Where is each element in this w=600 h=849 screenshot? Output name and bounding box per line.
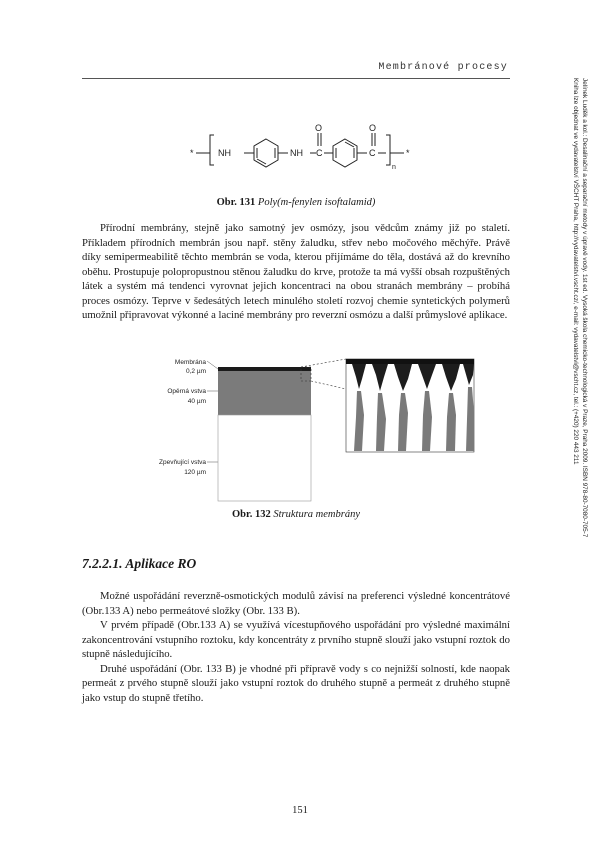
figure-131-caption <box>82 197 510 208</box>
running-header: Membránové procesy <box>378 62 508 73</box>
formula-star-left: * <box>190 148 194 158</box>
layer-reinforcement-label: Zpevňující vstva <box>159 459 206 466</box>
side-note-citation: Jelínek Luděk a kol.: Desalinační a separační metody v úpravě vody. 1st ed. Vysoká škola chemicko-technologická v Praze, Praha 2009. ISBN 978-80-7080-705-7 <box>581 78 588 538</box>
section-paragraph-2: V prvém případě (Obr.133 A) se využívá vícestupňového uspořádání pro výsledné maximální zakoncentrování vstupního roztoku, kdy koncentráty z prvního stupně slouží jako vstupní roztok do stupně následujícího. <box>82 619 510 660</box>
header-rule <box>82 78 510 79</box>
layer-reinforcement-thickness: 120 µm <box>184 469 206 476</box>
layer-support-label: Opěrná vstva <box>167 388 206 395</box>
figure-132-label: Obr. 132 <box>232 509 271 520</box>
membrane-structure-diagram <box>160 355 490 505</box>
layer-membrane-thickness: 0,2 µm <box>185 368 206 375</box>
section-title: Aplikace RO <box>125 556 197 571</box>
figure-131-label: Obr. 131 <box>216 197 256 208</box>
reinforcement-layer <box>218 415 311 501</box>
side-note <box>571 78 589 537</box>
section-paragraph-3: Druhé uspořádání (Obr. 133 B) je vhodné při přípravě vody s co nejnižší solností, kde naopak permeát z prvého stupně slouží jako vstupní roztok do druhého stupně a permeát z druhého stupně jako vstup do stupně třetího. <box>82 662 510 704</box>
figure-132-title: Struktura membrány <box>273 509 360 520</box>
section-paragraph-1: Možné uspořádání reverzně-osmotických modulů závisí na preferenci výsledné koncentrátové (Obr.133 A) nebo permeátové složky (Obr. 133 B). <box>82 590 510 617</box>
figure-131-title: Poly(m-fenylen isoftalamid) <box>257 197 376 208</box>
formula-c-1: C <box>316 148 323 158</box>
figure-132-caption <box>82 509 510 520</box>
section-number: 7.2.2.1. <box>82 556 123 571</box>
magnified-cross-section <box>346 359 474 452</box>
layer-membrane-label: Membrána <box>174 359 206 366</box>
formula-nh-2: NH <box>290 148 303 158</box>
formula-star-right: * <box>406 148 410 158</box>
page-number: 151 <box>292 805 308 816</box>
formula-o-1: O <box>315 123 323 133</box>
section-heading <box>82 556 196 572</box>
layer-support-thickness: 40 µm <box>187 398 206 405</box>
formula-c-2: C <box>369 148 376 158</box>
section-body <box>82 589 510 705</box>
intro-paragraph-text: Přírodní membrány, stejně jako samotný jev osmózy, jsou vědcům známy již po staletí. Příkladem přírodních membrán jsou např. stěny žaludku, střev nebo močového měchýře. Právě díky semipermeabilitě těchto membrán se voda, kterou přijímáme do těla, dostává až do krevního oběhu. Prostupuje polopropustnou stěnou žaludku do krve, protože ta má vyšší obsah rozpuštěných látek a systém má tendenci vyrovnat jejich koncentraci na obou stranách membrány – probíhá proces osmózy. Teprve v šedesátých letech minulého století rozvoj chemie syntetických polymerů umožnil připravovat výkonné a laciné membrány pro reverzní osmózu a další průmyslové aplikace. <box>82 222 510 321</box>
formula-subscript-n: n <box>392 164 396 171</box>
intro-paragraph <box>82 221 510 323</box>
support-layer <box>218 371 311 415</box>
formula-o-2: O <box>369 123 377 133</box>
side-note-contact: Kniha lze objednat ve vydavatelství VŠCHT Praha, http://vydavatelstvi.vscht.cz/, e-mail: vydavatelstvi@vscht.cz, tel.: (+420) 220 443 211 <box>572 78 579 465</box>
polymer-structure-formula <box>190 115 440 185</box>
membrane-layer <box>218 367 311 371</box>
formula-nh-1: NH <box>218 148 231 158</box>
